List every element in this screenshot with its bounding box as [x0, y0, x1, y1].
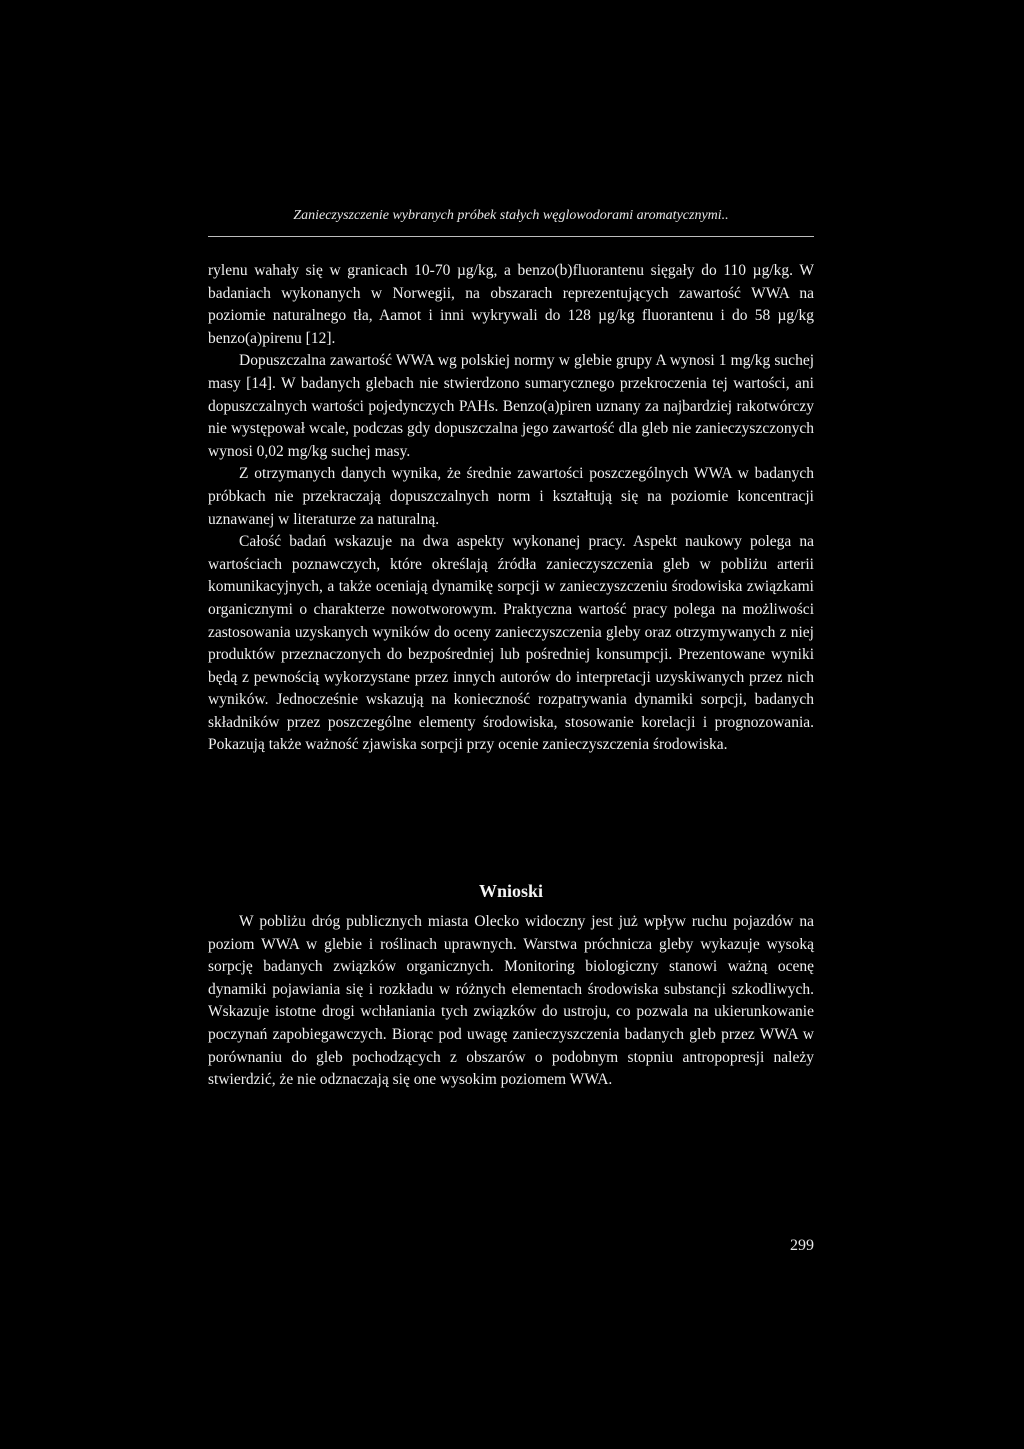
paragraph: Z otrzymanych danych wynika, że średnie zawartości poszczególnych WWA w badanych próbkach nie przekraczają dopuszczalnych norm i kształtują się na poziomie koncentracji uznawanej w literaturze za naturalną. — [208, 465, 814, 528]
page-number: 299 — [790, 1237, 814, 1254]
section-heading: Wnioski — [478, 881, 544, 901]
body-text — [208, 260, 814, 757]
paragraph: rylenu wahały się w granicach 10-70 µg/kg, a benzo(b)fluorantenu sięgały do 110 µg/kg. W badaniach wykonanych w Norwegii, na obszarach reprezentujących zawartość WWA na poziomie naturalnego tła, Aamot i inni wykrywali do 128 µg/kg fluorantenu i do 58 µg/kg benzo(a)pirenu [12]. — [208, 262, 814, 347]
paragraph: Dopuszczalna zawartość WWA wg polskiej normy w glebie grupy A wynosi 1 mg/kg suchej masy [14]. W badanych glebach nie stwierdzono sumarycznego przekroczenia tej wartości, ani dopuszczalnych wartości pojedynczych PAHs. Benzo(a)piren uznany za najbardziej rakotwórczy nie występował wcale, podczas gdy dopuszczalna jego zawartość dla gleb nie zanieczyszczonych wynosi 0,02 mg/kg suchej masy. — [208, 352, 814, 460]
paragraph: W pobliżu dróg publicznych miasta Olecko widoczny jest już wpływ ruchu pojazdów na poziom WWA w glebie i roślinach uprawnych. Warstwa próchnicza gleby wykazuje wysoką sorpcję badanych związków organicznych. Monitoring biologiczny stanowi ważną ocenę dynamiki pojawiania się i rozkładu w różnych elementach środowiska substancji szkodliwych. Wskazuje istotne drogi wchłaniania tych związków do ustroju, co pozwala na ukierunkowanie poczynań zapobiegawczych. Biorąc pod uwagę zanieczyszczenia badanych gleb przez WWA w porównaniu do gleb pochodzących z obszarów o podobnym stopniu antropopresji należy stwierdzić, że nie odznaczają się one wysokim poziomem WWA. — [208, 913, 814, 1089]
running-title: Zanieczyszczenie wybranych próbek stałych węglowodorami aromatycznymi.. — [293, 208, 729, 223]
header-rule — [208, 236, 814, 237]
document-page — [208, 0, 814, 1449]
conclusions-section — [208, 880, 814, 1092]
paragraph: Całość badań wskazuje na dwa aspekty wykonanej pracy. Aspekt naukowy polega na wartościach poznawczych, które określają źródła zanieczyszczenia gleb w pobliżu arterii komunikacyjnych, a także oceniają dynamikę sorpcji w zanieczyszczeniu środowiska związkami organicznymi o charakterze nowotworowym. Praktyczna wartość pracy polega na możliwości zastosowania uzyskanych wyników do oceny zanieczyszczenia gleby oraz otrzymywanych z niej produktów przeznaczonych do bezpośredniej lub pośredniej konsumpcji. Prezentowane wyniki będą z pewnością wykorzystane przez innych autorów do interpretacji uzyskiwanych przez nich wyników. Jednocześnie wskazują na konieczność rozpatrywania dynamiki sorpcji, badanych składników przez poszczególne elementy środowiska, stosowanie korelacji i prognozowania. Pokazują także ważność zjawiska sorpcji przy ocenie zanieczyszczenia środowiska. — [208, 533, 814, 754]
